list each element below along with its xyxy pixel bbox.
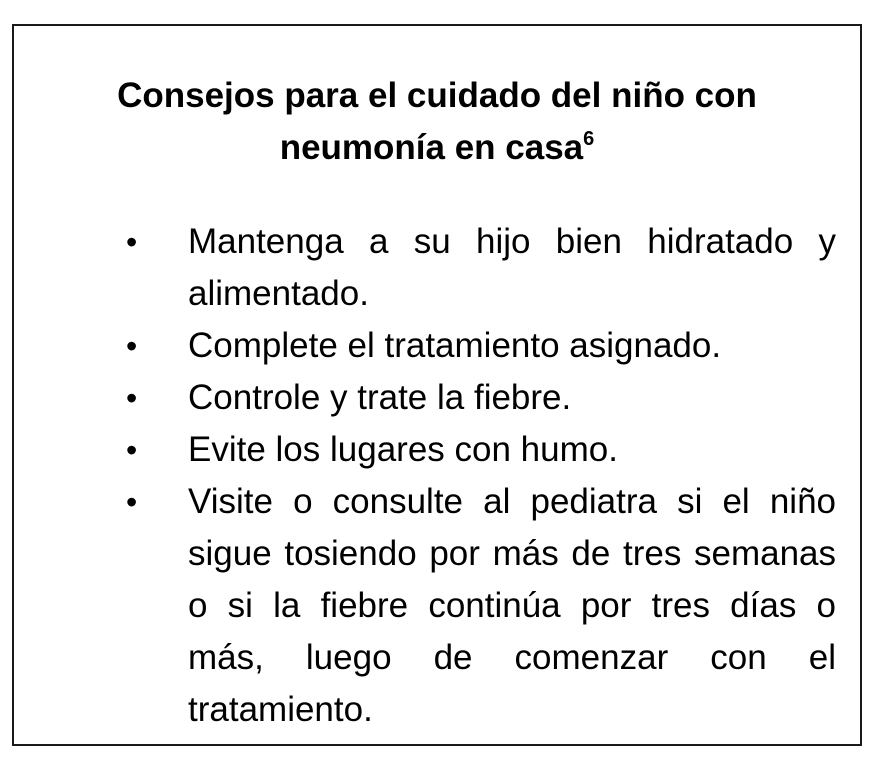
bullet-icon: • xyxy=(126,224,138,260)
bullet-icon: • xyxy=(126,484,138,520)
tip-text: Complete el tratamiento asignado. xyxy=(188,326,722,365)
list-item xyxy=(14,320,860,372)
bullet-icon: • xyxy=(126,328,138,364)
tip-text: Visite o consulte al pediatra si el niño sigue tosiendo por más de tres semanas o si la fiebre continúa por tres días o más, luego de comenzar con el tratamiento. xyxy=(188,482,836,729)
bullet-icon: • xyxy=(126,380,138,416)
list-item xyxy=(14,216,860,320)
tip-text: Evite los lugares con humo. xyxy=(188,430,618,469)
tip-text: Mantenga a su hijo bien hidratado y alimentado. xyxy=(188,222,836,313)
title-line-2: neumonía en casa xyxy=(279,128,584,167)
list-item xyxy=(14,372,860,424)
footnote-reference: 6 xyxy=(583,128,595,150)
box-title xyxy=(14,70,860,179)
list-item xyxy=(14,424,860,476)
tip-text: Controle y trate la fiebre. xyxy=(188,378,572,417)
advice-box xyxy=(12,24,862,746)
bullet-icon: • xyxy=(126,432,138,468)
list-item xyxy=(14,476,860,736)
tips-list xyxy=(14,216,860,736)
title-line-1: Consejos para el cuidado del niño con xyxy=(117,76,757,115)
